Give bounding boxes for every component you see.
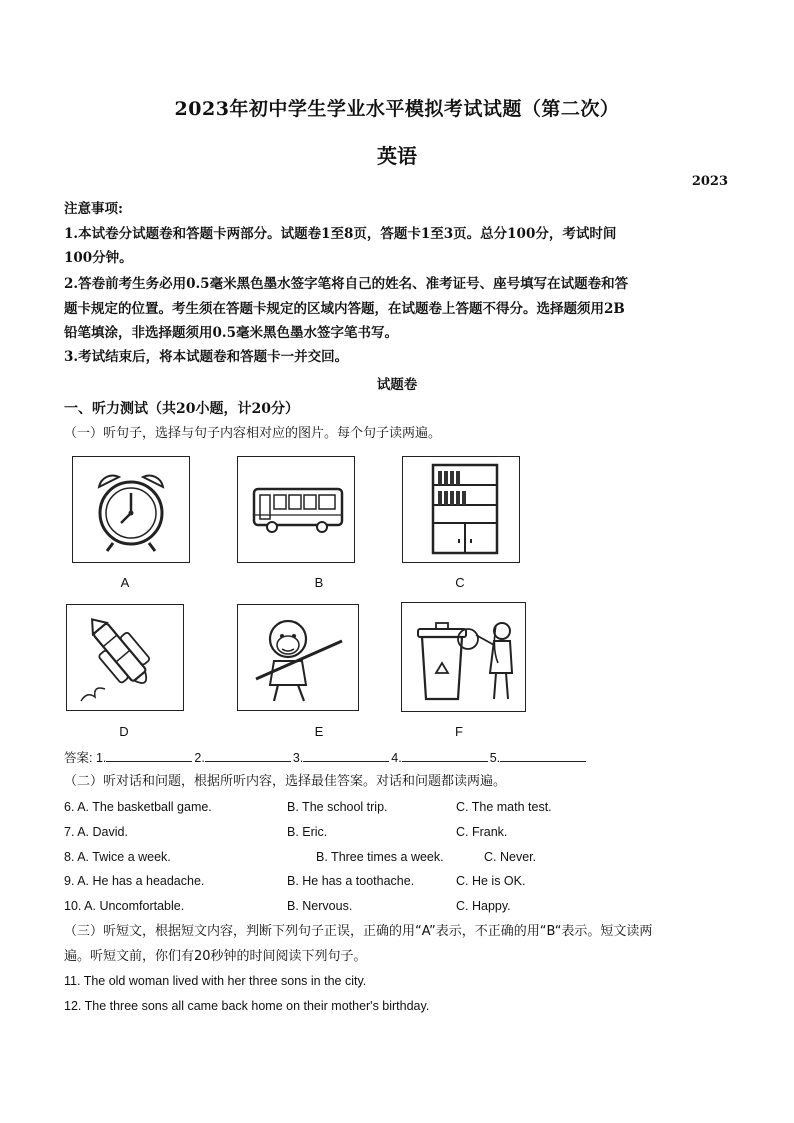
picture-label-b: B: [314, 575, 324, 590]
notice-item-2-line-2: 题卡规定的位置。考生须在答题卡规定的区域内答题，在试题卷上答题不得分。选择题须用2B: [64, 301, 625, 317]
picture-label-c: C: [455, 575, 465, 590]
bookshelf-icon: [403, 457, 519, 562]
statement-11: 11. The old woman lived with her three sons in the city.: [64, 974, 367, 988]
exam-year: 2023: [691, 174, 728, 189]
question-9-option-b: B. He has a toothache.: [287, 874, 415, 888]
monkey-king-icon: [238, 605, 358, 710]
question-9-option-a: 9. A. He has a headache.: [64, 874, 205, 888]
question-6-option-b: B. The school trip.: [287, 800, 388, 814]
question-8-option-c: C. Never.: [484, 850, 537, 864]
notice-item-1-line-1: 1.本试卷分试题卷和答题卡两部分。试题卷1至8页，答题卡1至3页。总分100分，考试时间: [64, 226, 617, 242]
answer-blank-1[interactable]: [106, 749, 192, 762]
answer-line: [64, 748, 588, 766]
picture-label-a: A: [120, 575, 130, 590]
statement-12: 12. The three sons all came back home on their mother's birthday.: [64, 999, 430, 1013]
answer-num-2: 2.: [194, 751, 205, 765]
answer-num-4: 4.: [391, 751, 402, 765]
question-10-option-b: B. Nervous.: [287, 899, 353, 913]
answer-blank-5[interactable]: [500, 749, 586, 762]
rocket-icon: [67, 605, 183, 710]
answer-num-5: 5.: [489, 751, 501, 765]
section-title: 试题卷: [376, 377, 418, 393]
subject-title: 英语: [377, 144, 417, 168]
notice-heading: 注意事项:: [64, 201, 123, 217]
answer-blank-4[interactable]: [402, 749, 488, 762]
picture-label-f: F: [455, 724, 463, 739]
recycling-bin-icon: [402, 603, 525, 711]
alarm-clock-icon: [73, 457, 189, 562]
picture-e: [237, 604, 359, 711]
question-7-option-a: 7. A. David.: [64, 825, 128, 839]
picture-c: [402, 456, 520, 563]
question-8-option-a: 8. A. Twice a week.: [64, 850, 171, 864]
question-9-option-c: C. He is OK.: [456, 874, 526, 888]
notice-item-2-line-3: 铅笔填涂，非选择题须用0.5毫米黑色墨水签字笔书写。: [64, 325, 398, 341]
picture-f: [401, 602, 526, 712]
question-8-option-b: B. Three times a week.: [316, 850, 444, 864]
answer-num-1: 1.: [95, 751, 107, 765]
question-6-option-a: 6. A. The basketball game.: [64, 800, 212, 814]
notice-item-2-line-1: 2.答卷前考生务必用0.5毫米黑色墨水签字笔将自己的姓名、准考证号、座号填写在试题卷和答: [64, 276, 629, 292]
part1-sub3-instruction-line-1: （三）听短文，根据短文内容，判断下列句子正误，正确的用“A”表示，不正确的用“B“表示。短文读两: [64, 924, 653, 939]
notice-item-1-line-2: 100分钟。: [64, 250, 133, 266]
answer-blank-3[interactable]: [303, 749, 389, 762]
notice-item-3: 3.考试结束后，将本试题卷和答题卡一并交回。: [64, 349, 349, 365]
question-6-option-c: C. The math test.: [456, 800, 552, 814]
part1-title: 一、听力测试（共20小题，计20分）: [64, 401, 299, 417]
question-7-option-b: B. Eric.: [287, 825, 328, 839]
part1-sub3-instruction-line-2: 遍。听短文前，你们有20秒钟的时间阅读下列句子。: [64, 949, 367, 964]
part1-sub2-instruction: （二）听对话和问题，根据所听内容，选择最佳答案。对话和问题都读两遍。: [64, 774, 507, 789]
picture-d: [66, 604, 184, 711]
part1-sub1-instruction: （一）听句子，选择与句子内容相对应的图片。每个句子读两遍。: [64, 426, 442, 441]
answers-label: 答案:: [64, 751, 96, 765]
question-10-option-c: C. Happy.: [456, 899, 511, 913]
answer-num-3: 3.: [292, 751, 304, 765]
question-7-option-c: C. Frank.: [456, 825, 508, 839]
picture-b: [237, 456, 355, 563]
picture-a: [72, 456, 190, 563]
picture-label-e: E: [314, 724, 324, 739]
exam-title: 2023年初中学生学业水平模拟考试试题（第二次）: [174, 98, 620, 120]
question-10-option-a: 10. A. Uncomfortable.: [64, 899, 185, 913]
answer-blank-2[interactable]: [205, 749, 291, 762]
picture-label-d: D: [119, 724, 129, 739]
bus-icon: [238, 457, 354, 562]
